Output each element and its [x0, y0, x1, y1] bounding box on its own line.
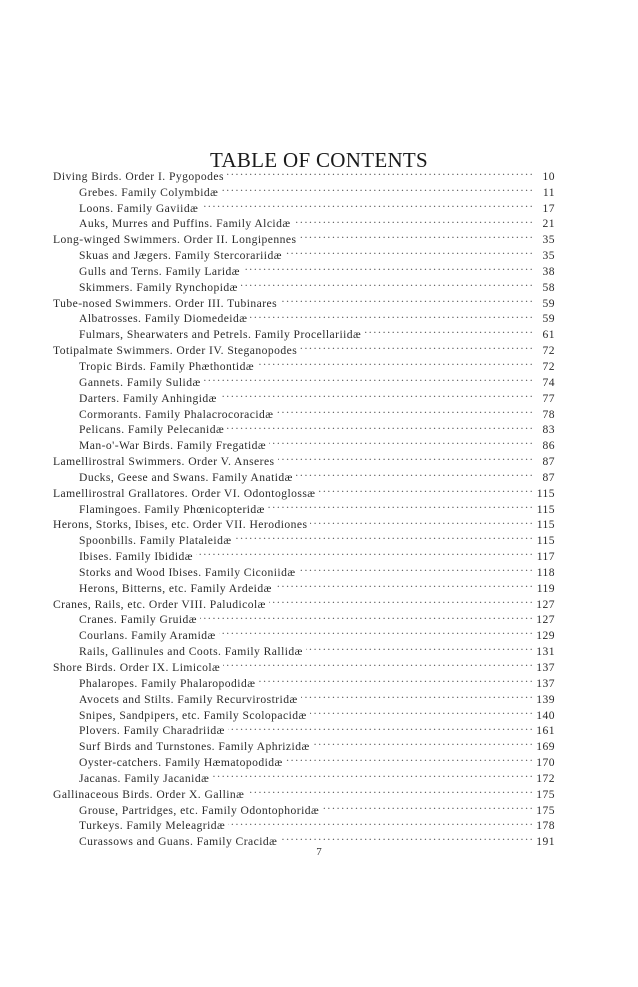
- entry-page-number: 77: [542, 391, 555, 405]
- dot-leader: [243, 259, 532, 275]
- entry-label: Pelicans. Family Pelecanidæ: [79, 423, 225, 437]
- entry-label: Herons, Bitterns, etc. Family Ardeidæ: [79, 581, 272, 595]
- dot-leader: [322, 798, 532, 814]
- entry-label: Shore Birds. Order IX. Limicolæ: [53, 661, 221, 674]
- entry-page-number: 175: [536, 787, 555, 801]
- entry-page-number: 115: [536, 534, 555, 548]
- dot-leader: [221, 180, 532, 196]
- entry-label: Long-winged Swimmers. Order II. Longipennes: [53, 233, 297, 247]
- entry-label: Man-o'-War Birds. Family Fregatidæ: [79, 439, 267, 453]
- entry-page-number: 72: [542, 344, 555, 358]
- entry-label: Flamingoes. Family Phœnicopteridæ: [79, 502, 265, 516]
- entry-label: Auks, Murres and Puffins. Family Alcidæ: [79, 217, 291, 231]
- entry-label: Gulls and Terns. Family Laridæ: [79, 264, 240, 278]
- entry-label: Ducks, Geese and Swans. Family Anatidæ: [79, 470, 293, 484]
- dot-leader: [280, 829, 532, 845]
- entry-label: Avocets and Stilts. Family Recurvirostridæ: [79, 692, 298, 706]
- entry-page-number: 191: [536, 835, 555, 849]
- entry-label: Snipes, Sandpipers, etc. Family Scolopacidæ: [79, 708, 307, 722]
- entry-label: Cormorants. Family Phalacrocoracidæ: [79, 407, 274, 421]
- page-number: 7: [316, 846, 322, 858]
- entry-page-number: 58: [542, 280, 555, 294]
- entry-label: Jacanas. Family Jacanidæ: [79, 771, 210, 785]
- entry-page-number: 35: [542, 249, 555, 263]
- entry-label: Turkeys. Family Meleagridæ: [79, 819, 226, 833]
- dot-leader: [306, 639, 532, 655]
- entry-label: Loons. Family Gaviidæ: [79, 201, 199, 215]
- dot-leader: [258, 671, 532, 687]
- entry-page-number: 129: [536, 629, 555, 643]
- dot-leader: [235, 528, 532, 544]
- entry-label: Totipalmate Swimmers. Order IV. Steganopodes: [53, 344, 298, 358]
- dot-leader: [241, 275, 532, 291]
- entry-page-number: 115: [536, 502, 555, 516]
- entry-page-number: 175: [536, 803, 555, 817]
- entry-page-number: 21: [542, 217, 555, 231]
- dot-leader: [250, 307, 532, 323]
- dot-leader: [296, 465, 532, 481]
- entry-page-number: 161: [536, 724, 555, 738]
- entry-page-number: 172: [536, 771, 555, 785]
- entry-label: Plovers. Family Charadriidæ: [79, 724, 225, 738]
- dot-leader: [276, 402, 532, 418]
- entry-page-number: 115: [536, 518, 555, 532]
- entry-label: Surf Birds and Turnstones. Family Aphrizidæ: [79, 740, 310, 754]
- table-of-contents: [53, 164, 555, 849]
- dot-leader: [299, 227, 532, 243]
- entry-page-number: 78: [542, 407, 555, 421]
- entry-page-number: 127: [536, 597, 555, 611]
- entry-label: Rails, Gallinules and Coots. Family Rallidæ: [79, 645, 303, 659]
- entry-page-number: 169: [536, 740, 555, 754]
- dot-leader: [201, 196, 532, 212]
- dot-leader: [364, 322, 532, 338]
- entry-label: Diving Birds. Order I. Pygopodes: [53, 169, 224, 183]
- entry-page-number: 127: [536, 613, 555, 627]
- dot-leader: [294, 212, 532, 228]
- entry-label: Lamellirostral Grallatores. Order VI. Odontoglossæ: [53, 486, 316, 500]
- entry-label: Gallinaceous Birds. Order X. Gallinæ: [53, 787, 245, 801]
- dot-leader: [299, 560, 532, 576]
- entry-label: Oyster-catchers. Family Hæmatopodidæ: [79, 756, 283, 770]
- dot-leader: [220, 386, 532, 402]
- entry-page-number: 87: [542, 455, 555, 469]
- dot-leader: [310, 513, 532, 529]
- entry-label: Lamellirostral Swimmers. Order V. Anseres: [53, 455, 275, 469]
- dot-leader: [285, 243, 532, 259]
- dot-leader: [310, 703, 532, 719]
- dot-leader: [318, 481, 532, 497]
- dot-leader: [257, 354, 532, 370]
- entry-label: Grouse, Partridges, etc. Family Odontophoridæ: [79, 803, 320, 817]
- entry-label: Ibises. Family Ibididæ: [79, 550, 193, 564]
- entry-page-number: 119: [536, 581, 555, 595]
- entry-label: Tropic Birds. Family Phæthontidæ: [79, 359, 255, 373]
- entry-label: Herons, Storks, Ibises, etc. Order VII. Herodiones: [53, 518, 308, 532]
- entry-page-number: 140: [536, 708, 555, 722]
- dot-leader: [196, 544, 532, 560]
- dot-leader: [269, 592, 532, 608]
- entry-page-number: 74: [542, 375, 555, 389]
- page-title: TABLE OF CONTENTS: [209, 148, 429, 173]
- entry-page-number: 38: [542, 264, 555, 278]
- entry-label: Spoonbills. Family Plataleidæ: [79, 534, 232, 548]
- entry-label: Curassows and Guans. Family Cracidæ: [79, 835, 278, 849]
- entry-page-number: 137: [536, 661, 555, 674]
- entry-page-number: 117: [536, 550, 555, 564]
- dot-leader: [278, 449, 532, 465]
- entry-page-number: 61: [542, 328, 555, 342]
- dot-leader: [268, 497, 532, 513]
- entry-page-number: 139: [536, 692, 555, 706]
- entry-page-number: 87: [542, 470, 555, 484]
- dot-leader: [228, 719, 532, 735]
- entry-label: Storks and Wood Ibises. Family Ciconiidæ: [79, 565, 296, 579]
- entry-label: Fulmars, Shearwaters and Petrels. Family Procellariidæ: [79, 328, 362, 342]
- dot-leader: [300, 338, 532, 354]
- entry-page-number: 59: [542, 296, 555, 310]
- toc-order-entry: [53, 164, 555, 183]
- dot-leader: [223, 655, 532, 671]
- entry-page-number: 17: [542, 201, 555, 215]
- dot-leader: [247, 782, 532, 798]
- dot-leader: [200, 608, 532, 624]
- entry-page-number: 115: [536, 486, 555, 500]
- entry-page-number: 83: [542, 423, 555, 437]
- entry-label: Skimmers. Family Rynchopidæ: [79, 280, 238, 294]
- entry-label: Grebes. Family Colymbidæ: [79, 185, 219, 199]
- dot-leader: [275, 576, 532, 592]
- dot-leader: [227, 418, 532, 434]
- dot-leader: [204, 370, 532, 386]
- entry-label: Courlans. Family Aramidæ: [79, 629, 216, 643]
- dot-leader: [269, 433, 532, 449]
- dot-leader: [280, 291, 532, 307]
- entry-page-number: 131: [536, 645, 555, 659]
- entry-page-number: 11: [542, 185, 555, 199]
- entry-label: Cranes. Family Gruidæ: [79, 613, 197, 627]
- entry-page-number: 10: [542, 169, 555, 183]
- dot-leader: [227, 164, 532, 180]
- entry-label: Skuas and Jægers. Family Stercorariidæ: [79, 249, 282, 263]
- entry-page-number: 118: [536, 565, 555, 579]
- entry-page-number: 86: [542, 439, 555, 453]
- dot-leader: [313, 734, 532, 750]
- dot-leader: [301, 687, 532, 703]
- entry-label: Tube-nosed Swimmers. Order III. Tubinares: [53, 296, 278, 310]
- entry-label: Cranes, Rails, etc. Order VIII. Paludicolæ: [53, 597, 266, 611]
- entry-page-number: 137: [536, 676, 555, 690]
- entry-label: Albatrosses. Family Diomedeidæ: [79, 312, 248, 326]
- entry-page-number: 72: [542, 359, 555, 373]
- entry-page-number: 35: [542, 233, 555, 247]
- dot-leader: [212, 766, 532, 782]
- entry-page-number: 170: [536, 756, 555, 770]
- dot-leader: [286, 750, 532, 766]
- entry-label: Gannets. Family Sulidæ: [79, 375, 201, 389]
- dot-leader: [228, 814, 532, 830]
- entry-label: Phalaropes. Family Phalaropodidæ: [79, 676, 256, 690]
- entry-page-number: 59: [542, 312, 555, 326]
- entry-page-number: 178: [536, 819, 555, 833]
- entry-label: Darters. Family Anhingidæ: [79, 391, 217, 405]
- dot-leader: [219, 623, 532, 639]
